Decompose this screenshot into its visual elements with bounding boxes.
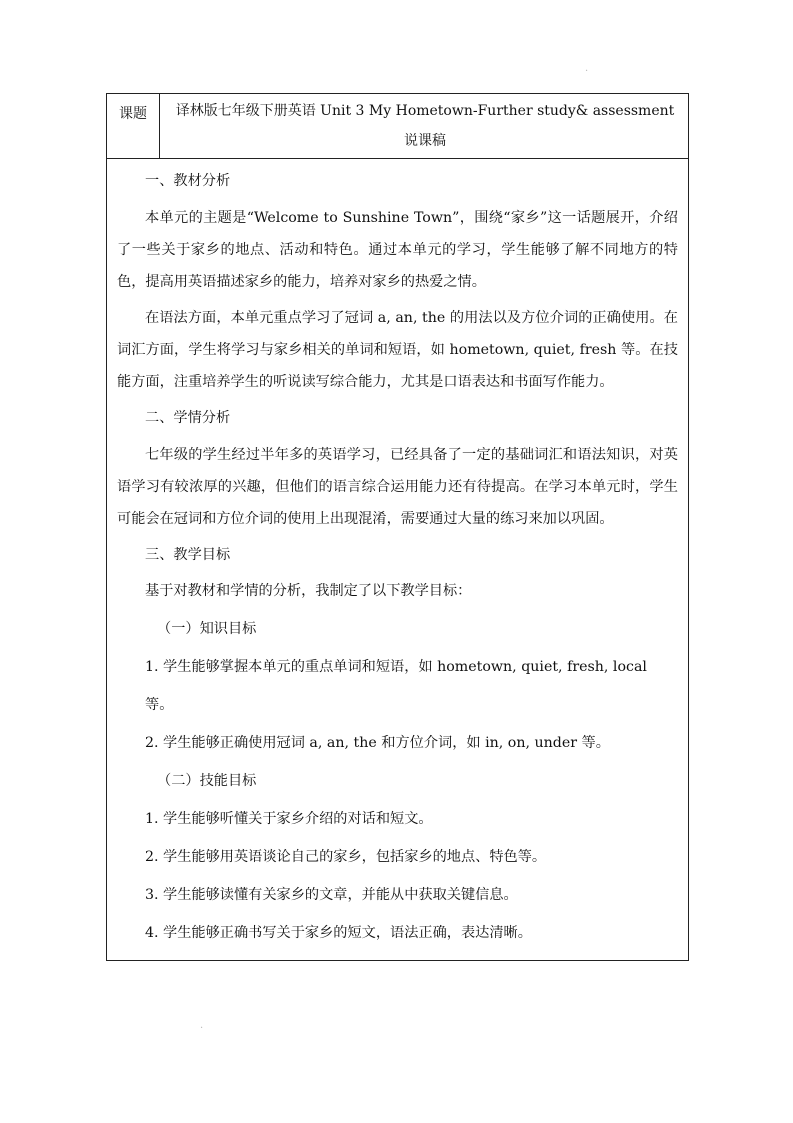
- material-paragraph-1: 本单元的主题是“Welcome to Sunshine Town”，围绕“家乡”这一话题展开，介绍了一些关于家乡的地点、活动和特色。通过本单元的学习，学生能够了解不同地方的特色，提高用英语描述家乡的能力，培养对家乡的热爱之情。: [117, 210, 678, 290]
- knowledge-item: 2. 学生能够正确使用冠词 a, an, the 和方位介词，如 in, on, under 等。: [145, 735, 610, 751]
- knowledge-heading: （一）知识目标: [157, 621, 257, 637]
- scan-mark: ·: [585, 66, 589, 77]
- skills-heading: （二）技能目标: [157, 773, 257, 789]
- students-paragraph: 七年级的学生经过半年多的英语学习，已经具备了一定的基础词汇和语法知识，对英语学习有较浓厚的兴趣，但他们的语言综合运用能力还有待提高。在学习本单元时，学生可能会在冠词和方位介词的使用上出现混淆，需要通过大量的练习来加以巩固。: [117, 447, 678, 527]
- section-heading-objectives: 三、教学目标: [145, 547, 231, 563]
- content-row: [107, 159, 689, 961]
- section-heading-material: 一、教材分析: [145, 173, 231, 189]
- scan-mark: ·: [200, 1023, 204, 1034]
- skills-item: 1. 学生能够听懂关于家乡介绍的对话和短文。: [145, 811, 433, 827]
- content-cell: [107, 159, 689, 961]
- skills-item: 3. 学生能够读懂有关家乡的文章，并能从中获取关键信息。: [145, 887, 518, 903]
- topic-label: 课题: [107, 94, 160, 159]
- lesson-table: [106, 93, 689, 961]
- skills-item: 2. 学生能够用英语谈论自己的家乡，包括家乡的地点、特色等。: [145, 849, 547, 865]
- lesson-title: 译林版七年级下册英语 Unit 3 My Hometown-Further study& assessment 说课稿: [160, 94, 689, 159]
- objectives-intro: 基于对教材和学情的分析，我制定了以下教学目标：: [145, 583, 472, 599]
- knowledge-item: 1. 学生能够掌握本单元的重点单词和短语，如 hometown, quiet, fresh, local 等。: [145, 659, 647, 713]
- section-heading-students: 二、学情分析: [145, 410, 231, 426]
- title-row: [107, 94, 689, 159]
- skills-item: 4. 学生能够正确书写关于家乡的短文，语法正确，表达清晰。: [145, 925, 532, 941]
- material-paragraph-2: 在语法方面，本单元重点学习了冠词 a, an, the 的用法以及方位介词的正确使用。在词汇方面，学生将学习与家乡相关的单词和短语，如 hometown, quiet, fresh 等。在技能方面，注重培养学生的听说读写综合能力，尤其是口语表达和书面写作能力。: [117, 310, 678, 390]
